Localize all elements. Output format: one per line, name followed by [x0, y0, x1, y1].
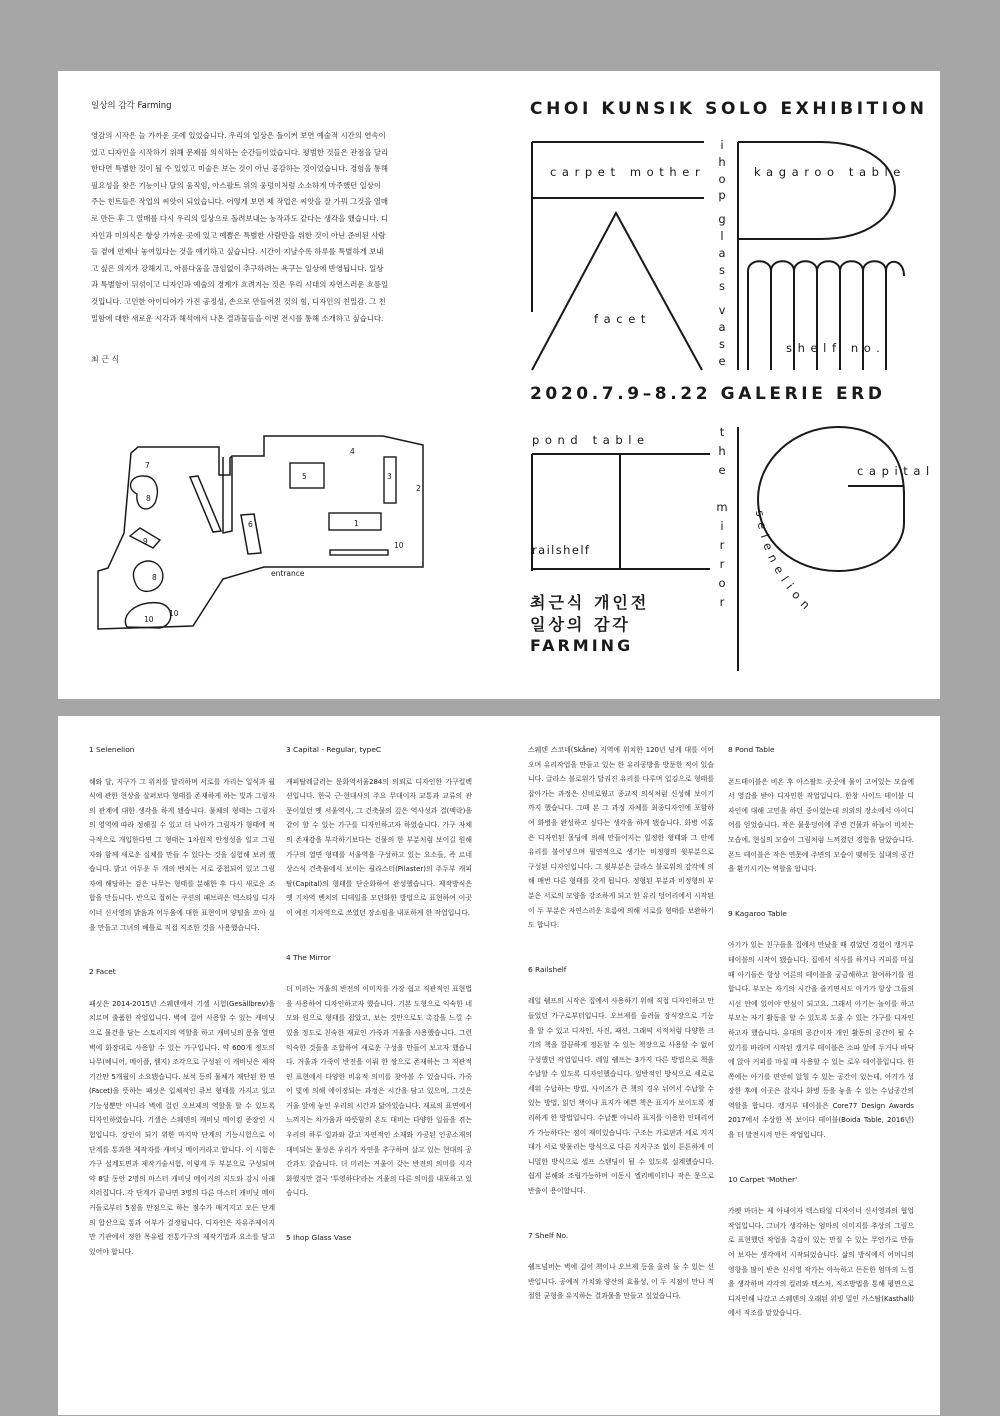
section-title: 9 Kagaroo Table: [728, 908, 787, 918]
korean-title: [530, 592, 649, 657]
section-title: 3 Capital - Regular, typeC: [286, 745, 382, 754]
section-title: 1 Selenelion: [89, 745, 135, 754]
floor-plan-number: 5: [302, 472, 307, 481]
floor-plan-number: 7: [145, 461, 150, 470]
vertical-letter: h: [718, 444, 726, 458]
label-facet: facet: [594, 312, 652, 326]
section-title: 7 Shelf No.: [528, 1230, 569, 1240]
section-pond-table: [728, 743, 914, 877]
label-shelf-no: shelf no.: [786, 341, 886, 355]
vertical-letter: s: [719, 336, 725, 351]
vertical-letter: e: [718, 463, 726, 477]
section-body: 카펫 마더는 제 아내이자 텍스타일 디자이너 신서영과의 협업 작업입니다. 그녀가 생각하는 엄마의 이미지를 추상의 그림으로 표현했던 작업을 촉감이 있는 만질 수 있는 무언가로 만들어 보자는 생각에서 시작되었습니다. 삶의 방식에서 어머니의 영향을 많이 받은 신서영 작가는 아늑하고 든든한 엄마의 느낌을 생각하며 각각의 컬러와 텍스처, 직조방법을 통해 평면으로 디자인해 나갔고 스웨덴의 오래된 위빙 밀인 카스탈(Kasthall)에서 직조를 맡았습니다.: [728, 1207, 914, 1318]
vertical-letter: a: [718, 245, 726, 260]
section-body: 쉘프넘버는 벽에 걸어 책이나 오브제 등을 올려 둘 수 있는 선반입니다. 공예적 가치와 양산의 효율성, 이 두 지점이 만나 적절한 균형을 유지하는 결과물을 만들고 싶었습니다.: [528, 1263, 714, 1301]
vertical-letter: m: [716, 500, 728, 514]
vertical-letter: l: [720, 228, 724, 243]
kr-title-line: 최근식 개인전: [530, 593, 650, 612]
section-title: 2 Facet: [89, 967, 116, 977]
section-the-mirror: [286, 951, 472, 1202]
vertical-letter: i: [720, 138, 724, 152]
section-body: 해와 달, 지구가 그 위치를 달리하며 서로를 가리는 일식과 월식에 관한 현상을 살펴보다 형태를 존재하게 하는 빛과 그림자의 관계에 대한 생각을 하게 됐습니다. 물체의 형태는 그림자의 영역에 따라 정해질 수 있고 더 나아가 그림자가 형태에 적극적으로 개입한다면 그 형태는 1차원적 안정성을 일고 그림자와 함께 새로운 실체를 만들 수 있다는 것을 실험해 보려 했습니다. 밝고 어두운 두 개의 벤치는 서로 중첩되어 있고 그림자에 해당하는 검은 나무는 형태를 분해한 후 다시 새로운 조합을 만듭니다. 반으로 접히는 쿠션의 패브릭은 텍스타일 디자이너 신서영의 밝음과 어두움에 대한 표현이며 양털을 꼬아 실을 만들고 그녀의 베틀로 직접 직조한 것을 사용했습니다.: [89, 777, 275, 932]
section-ihop-body: [528, 743, 714, 933]
vertical-letter: t: [719, 425, 725, 439]
vertical-the-mirror: [715, 423, 729, 612]
section-title: 5 Ihop Glass Vase: [286, 1233, 352, 1243]
text-column-3: [528, 743, 714, 1334]
selenelion-arc-textpath: selenelion: [752, 509, 818, 617]
section-body: 아기가 있는 친구들을 집에서 만났을 때 겪었던 경험이 캥거루 테이블의 시작이 됐습니다. 집에서 식사를 하거나 커피를 마실 때 아기들은 항상 어른의 테이블을 궁금해하고 참여하기를 원합니다. 부모는 자기의 시간을 즐기면서도 아기가 항상 그들의 시선 안에 있어야 안심이 되고요. 그래서 아기는 놀이를 하고 부모는 자기 활동을 할 수 있도록 도울 수 있는 가구를 디자인하고자 했습니다. 유대의 공간이자 개인 활동의 공간이 될 수 있기를 바라며 시작된 캥거루 테이블은 소파 앞에 두거나 바닥에 앉아 커피를 마실 때 사용할 수 있는 로우 테이블입니다. 한쪽에는 아기를 편안히 앉힐 수 있는 공간이 있는데, 아기가 성장한 후에 이곳은 잡지나 화병 등을 놓을 수 있는 수납공간의 역할을 합니다. 캥거루 테이블은 Core77 Design Awards 2017에서 수상한 복 보이다 테이블(Boida Table, 2016년)을 더 발전시켜 만든 작업입니다.: [728, 941, 914, 1140]
floor-plan-item-8: [131, 476, 158, 509]
section-railshelf: [528, 963, 714, 1199]
floor-plan-entrance: entrance: [271, 569, 305, 578]
bottom-sheet: [58, 716, 940, 1415]
section-body: 스웨덴 스코네(Skåne) 지역에 위치한 120년 넘게 대를 이어오며 유리작업을 만들고 있는 한 유리공방을 방문한 적이 있습니다. 글라스 블로워가 달궈진 유리를 다루며 입김으로 형태를 잡아가는 과정은 신비로웠고 종교적 의식처럼 신성해 보이기까지 했습니다. 그때 본 그 과정 자체를 최종디자인에 포함하여 화병을 완성하고 싶다는 생각을 하게 됐습니다. 화병 이홉은 디자인된 몰딩에 의해 만들어지는 일정한 형태와 그 안에 유리를 불어넣으며 필연적으로 생기는 비정형의 윗부분으로 구성된 디자인입니다. 그 윗부분은 글라스 블로워의 감각에 의해 매번 다른 형태를 갖게 됩니다. 정형된 부분과 비정형의 부분은 서로의 모양을 강조하게 되고 한 유리 덩어리에서 시작된 이 두 부분은 자연스러운 흐름에 의해 서로를 형태를 보완하기도 합니다.: [528, 746, 714, 930]
vertical-letter: o: [718, 171, 726, 186]
vertical-letter: p: [718, 188, 726, 203]
text-column-4: [728, 743, 914, 1351]
vertical-letter: v: [718, 303, 726, 318]
section-body: 패싯은 2014-2015년 스웨덴에서 기셀 시험(Gesällbrev)을 치르며 출품한 작업입니다. 벽에 걸어 사용할 수 있는 캐비닛으로 물건을 담는 스토리지의 역할을 하고 캐비닛의 문을 열면 벽에 화장대로 사용할 수 있는 가구입니다. 약 600개 정도의 나무(베니어, 메이플, 웬지) 조각으로 구성된 이 캐비닛은 제작기간만 5개월이 소요됐습니다. 보석 등의 물체가 재단된 한 면(Facet)을 뜻하는 패싯은 입체적인 큐브 형태를 가지고 있고 기능성뿐만 아니라 벽에 걸린 오브제의 역할을 할 수 있도록 디자인하였습니다. 기셀은 스웨덴의 캐비닛 메이킹 준장인 시험입니다. 장인이 되기 위한 마지막 단계의 기능시험으로 이 단계를 통과한 제작자를 캐비닛 메이커라고 합니다. 이 시험은 가구 설계도면과 제작기술시험, 이렇게 두 부분으로 구성되며 약 8달 동안 2명의 마스터 캐비닛 메이커의 지도와 감시 아래 치러집니다. 각 단계가 끝나면 3명의 다른 마스터 캐비닛 메이커들로부터 5점을 만점으로 하는 점수가 매겨지고 모든 단계의 합산으로 통과 여부가 결정됩니다. 디자인은 자유주제이지만 기관에서 정한 목유럽 전통가구의 제작기법과 요소를 담고 있어야 합니다.: [89, 999, 275, 1256]
vertical-letter: r: [719, 595, 725, 609]
letter-a-graphic: [532, 213, 702, 370]
vertical-letter: i: [720, 519, 724, 533]
floor-plan-number: 4: [350, 447, 355, 456]
section-title: 10 Carpet 'Mother': [728, 1174, 798, 1184]
floor-plan-number: 1: [354, 519, 359, 528]
vertical-letter: h: [718, 154, 726, 169]
kr-title-line: FARMING: [530, 636, 634, 655]
floor-plan-item-10: [330, 550, 388, 555]
floor-plan-number: 8: [152, 573, 157, 582]
text-column-1: [89, 743, 275, 1289]
vertical-ihop-glass-vase: [715, 137, 729, 369]
floor-plan-number: 10: [394, 541, 404, 550]
label-railshelf: railshelf: [532, 543, 591, 557]
vertical-letter: r: [719, 538, 725, 552]
letter-g-graphic: [758, 427, 904, 571]
section-capital: [286, 743, 472, 921]
floor-plan-number: 10: [144, 615, 154, 624]
section-body: 캐피탈레글러는 문화역서울284의 의뢰로 디자인한 가구컬렉션입니다. 한국 근·현대사의 주요 무대이자 교통과 교류의 관문이었던 옛 서울역사, 그 건축물의 깊은 역사성과 결(맥락)을 같이 할 수 있는 가구를 디자인하고자 하였습니다. 가구 자체의 존재감을 부각하기보다는 건물의 한 부분처럼 보이길 원해 가구의 열면 형태를 서울역을 구성하고 있는 요소들, 즉 르네상스식 건축물에서 보이는 필라스터(Pilaster)의 주두부 캐피탈(Capital)의 형태를 단순화하여 완성했습니다. 제작방식은 옛 기차역 벤치의 디테일을 모던화한 방법으로 표현하여 이곳이 예전 기차역으로 쓰였던 장소임을 내포하게 한 작업입니다.: [286, 777, 472, 917]
floor-plan-item-5: [290, 463, 324, 488]
selenelion-arc: [753, 484, 866, 695]
floor-plan-number: 9: [143, 537, 148, 546]
label-kagaroo-table: kagaroo table: [754, 165, 906, 179]
floor-plan-number: 3: [387, 472, 392, 481]
kr-title-line: 일상의 감각: [530, 614, 631, 634]
signature: 최 근 식: [91, 355, 120, 364]
section-carpet-mother: [728, 1173, 914, 1321]
intro-title: 일상의 감각 Farming: [91, 101, 172, 111]
section-facet: [89, 965, 275, 1259]
section-title: 6 Railshelf: [528, 964, 567, 974]
section-title: 4 The Mirror: [286, 952, 331, 962]
intro-body: 영감의 시작은 늘 가까운 곳에 있었습니다. 우리의 일상은 돌이켜 보면 예술적 시간의 연속이었고 디자인을 시작하기 위해 문제를 의식하는 순간들이었습니다. 평범한 것들은 관점을 달리한다면 특별한 것이 될 수 있었고 미술은 보는 것이 아닌 공감하는 것이었습니다. 경험을 통해 필요성을 찾은 기능이나 달의 움직임, 아스팔트 위의 웅덩이처럼 소소하게 마주했던 일상이 주는 힌트들은 작업의 씨앗이 되었습니다. 어떻게 보면 제 작업은 씨앗을 잘 가꿔 그것을 열매로 만든 후 그 열매를 다시 우리의 일상으로 돌려보내는 농작과도 같다는 생각을 했습니다. 디자인과 미의식은 항상 가까운 곳에 있고 예쁨은 특별한 사람만을 위한 것이 아닌 준비된 사람들 곁에 언제나 놓여있다는 것을 얘기하고 싶습니다. 시간이 지날수록 하루를 특별하게 보내고 싶은 의지가 강해지고, 아름다움을 끊임없이 추구하려는 욕구는 일상에 반영됩니다. 일상과 특별함이 뒤섞이고 디자인과 예술의 경계가 흐려지는 것은 우리 시대의 자연스러운 흐름일 것입니다. 고민한 아이디어가 가진 공정성, 손으로 만들어진 것의 힘, 디자인의 친밀감. 그 친밀함에 대한 새로운 시각과 해석에서 나온 결과물들을 이번 전시를 통해 소개하고 싶습니다.: [91, 131, 389, 323]
vertical-letter: o: [718, 576, 726, 590]
section-body: 폰드테이블은 비온 후 아스팔트 곳곳에 물이 고여있는 모습에서 영감을 받아 디자인한 작업입니다. 한창 사이드 테이블 디자인에 대해 고민을 하던 중이었는데 의외의 장소에서 아이디어를 얻었습니다. 작은 물웅덩이에 주변 건물과 하늘이 비치는 모습에, 현실의 모습이 그림처럼 느껴졌던 경험을 담았습니다. 폰드 테이블은 작은 연못에 주변의 모습이 맺히듯 실내의 공간을 환기시키는 역할을 합니다.: [728, 777, 914, 874]
top-sheet: [58, 71, 940, 699]
section-shelf-no: [528, 1229, 714, 1304]
vertical-letter: r: [719, 557, 725, 571]
floor-plan-number: 6: [248, 520, 253, 529]
section-body: 레일 쉘프의 시작은 집에서 사용하기 위해 직접 디자인하고 만들었던 가구로부터입니다. 오브제를 올려둘 장식장으로 기능을 할 수 있고 디자인, 사진, 패션, 그래픽 서적처럼 다양한 크기의 책을 깔끔하게 정돈할 수 있는 책장으로 사용할 수 없어 구성했던 작업입니다. 레일 쉘프는 3가지 다른 방법으로 책을 수납할 수 있도록 디자인했습니다. 일반적인 방식으로 세로로 세워 수납하는 방법, 사이즈가 큰 책의 경우 뉘어서 수납할 수 있는 방법, 읽던 책이나 표지가 예쁜 책은 표지가 보이도록 정리하게 한 방법입니다. 수납뿐 아니라 표지를 이용한 인테리어가 가능하다는 점이 재미있습니다. 구조는 가로판과 세로 지지대가 서로 맞물리는 방식으로 다른 지지구조 없이 튼튼하게 미니멀한 방식으로 셀프 스탠딩이 될 수 있도록 설계했습니다. 쉽게 분해와 조립가능하며 이동시 엘리베이터나 작은 문으로 반출이 용이합니다.: [528, 997, 714, 1196]
label-carpet-mother: carpet mother: [550, 165, 706, 179]
section-kagaroo-table: [728, 907, 914, 1143]
exhibition-heading: CHOI KUNSIK SOLO EXHIBITION: [530, 99, 928, 119]
text-column-2: [286, 743, 472, 1276]
label-capital: capital: [857, 464, 935, 478]
floor-plan-number: 8: [146, 494, 151, 503]
section-selenelion: [89, 743, 275, 935]
floor-plan-number: 2: [416, 484, 421, 493]
vertical-letter: e: [718, 353, 726, 368]
vertical-letter: a: [718, 319, 726, 334]
section-title: 8 Pond Table: [728, 745, 775, 754]
section-body: 더 미러는 거울의 반전의 이미지를 가장 쉽고 직관적인 표현법을 사용하여 디자인하고자 했습니다. 기본 도형으로 익숙한 네모와 원으로 형태를 잡았고, 보는 것만으로도 촉감을 느낄 수 있을 정도로 친숙한 재료인 가죽과 거울을 사용했습니다. 그런 익숙한 것들을 조합하여 새로운 구성을 만들어 보고자 했습니다. 거울과 가죽이 반전을 이뤄 한 쌍으로 존재하는 그 직관적인 표현에서 다양한 비유적 의미를 찾아볼 수 있습니다. 가죽이 빛에 의해 에이징되는 과정은 시간을 담고 있으며, 그것은 거울 앞에 놓인 우리의 시간과 닮아있습니다. 재료의 표면에서 느껴지는 차가움과 따뜻함의 온도 대비는 다양한 일들을 겪는 우리의 하루 일과와 같고 자연적인 소재와 가공된 인공소재의 대비되는 물성은 우리가 자연을 추구하며 살고 있는 현대의 공간과도 같습니다. 더 미러는 거울이 갖는 반전의 의미를 시각화했지만 결국 '투영하다'라는 거울의 다른 의미를 내포하고 있습니다.: [286, 985, 472, 1198]
vertical-letter: s: [719, 279, 725, 294]
section-ihop-glass-vase: [286, 1231, 472, 1246]
floor-plan-wall: [190, 476, 221, 532]
vertical-letter: g: [718, 212, 726, 227]
vertical-letter: s: [719, 262, 725, 277]
label-pond-table: pond table: [532, 433, 650, 447]
date-venue: 2020.7.9–8.22 GALERIE ERD: [530, 384, 886, 404]
floor-plan-item-8: [133, 561, 162, 591]
floor-plan-number: 10: [169, 609, 179, 618]
